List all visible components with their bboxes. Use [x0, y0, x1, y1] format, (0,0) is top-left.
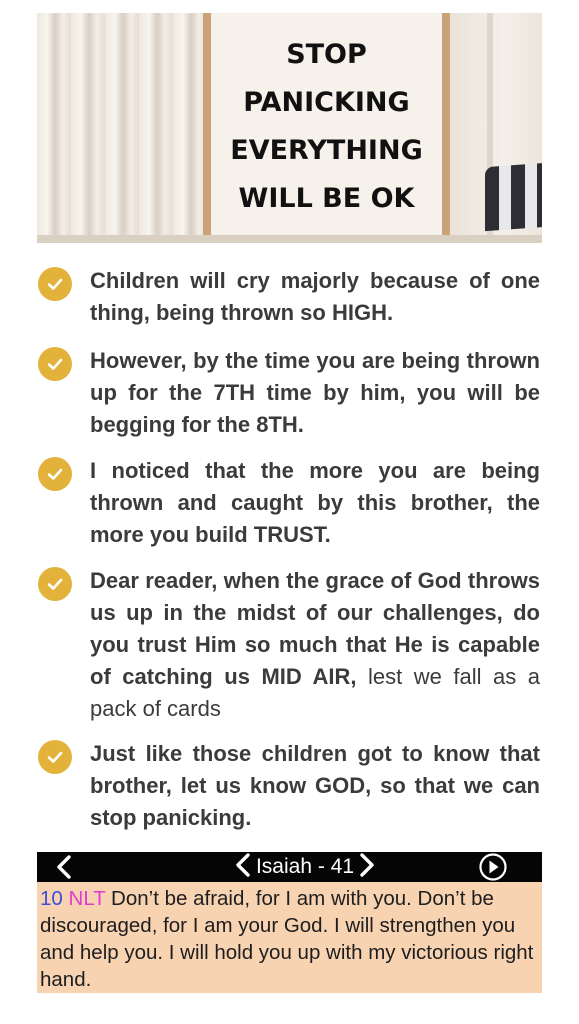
chevron-left-icon[interactable] — [55, 855, 73, 884]
bullet-text — [90, 265, 540, 329]
chapter-nav — [205, 852, 405, 882]
poster-text — [211, 31, 442, 223]
hero-image — [37, 13, 542, 243]
bullet-text — [90, 565, 540, 725]
bullet-text — [90, 345, 540, 441]
bullet-bold: Just like those children got to know that brother, let us know GOD, so that we can stop panicking. — [90, 741, 540, 830]
verse-navbar — [37, 852, 542, 882]
verse-text-panel — [37, 882, 542, 993]
poster-line: WILL BE OK — [238, 183, 415, 214]
prev-chapter-button[interactable] — [234, 852, 252, 883]
bullet-bold: I noticed that the more you are being thrown and caught by this brother, the more you build TRUST. — [90, 458, 540, 547]
check-circle-icon — [38, 457, 72, 491]
pillow — [485, 163, 542, 231]
bullet-light: lest we fall as a pack of cards — [90, 664, 540, 721]
check-circle-icon — [38, 267, 72, 301]
check-circle-icon — [38, 347, 72, 381]
bullet-text — [90, 738, 540, 834]
verse-number: 10 — [40, 887, 63, 910]
check-circle-icon — [38, 567, 72, 601]
poster-line: STOP — [286, 39, 367, 70]
bullet-bold: Dear reader, when the grace of God throws us up in the midst of our challenges, do you trust Him so much that He is capable of catching us MID AIR, — [90, 568, 540, 689]
verse-text: Don’t be afraid, for I am with you. Don’t be discouraged, for I am your God. I will strengthen you and help you. I will hold you up with my victorious right hand. — [40, 887, 534, 991]
poster-line: PANICKING — [243, 87, 410, 118]
chapter-title[interactable]: Isaiah - 41 — [255, 855, 355, 878]
bullet-bold: Children will cry majorly because of one thing, being thrown so HIGH. — [90, 268, 540, 325]
next-chapter-button[interactable] — [358, 852, 376, 883]
check-circle-icon — [38, 740, 72, 774]
bullet-bold: However, by the time you are being thrown up for the 7TH time by him, you will be begging for the 8TH. — [90, 348, 540, 437]
poster-line: EVERYTHING — [230, 135, 423, 166]
floor — [37, 235, 542, 243]
curtain — [37, 13, 207, 243]
bullet-text — [90, 455, 540, 551]
bible-version[interactable]: NLT — [68, 887, 106, 910]
